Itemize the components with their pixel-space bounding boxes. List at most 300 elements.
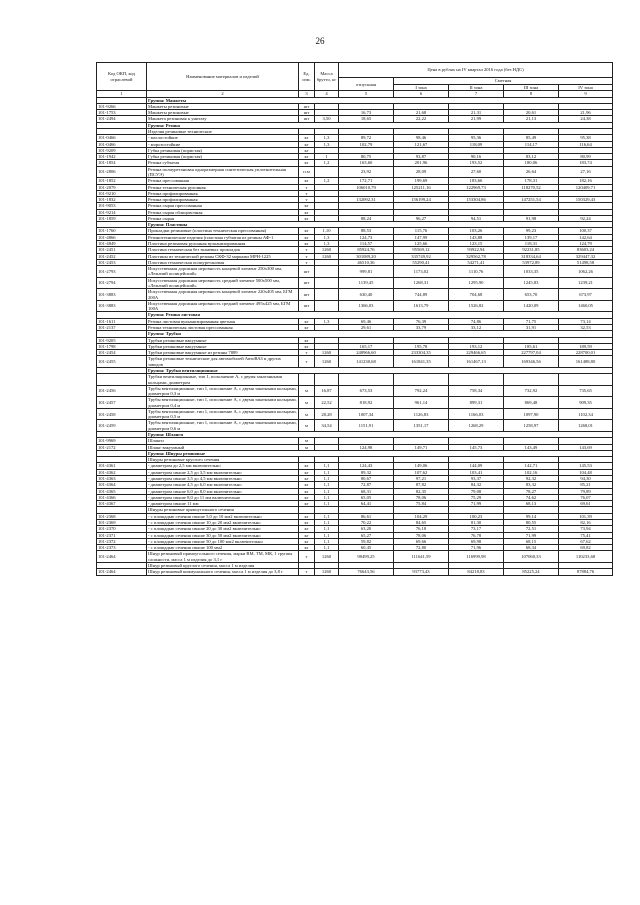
item-mass: 1260 — [315, 247, 339, 253]
item-code: 101-2464 — [97, 569, 147, 575]
item-name: Трубы вентиляционные, тип 1, исполнение А, с двумя закатными кольцами, диаметром 0,3 м — [148, 385, 297, 397]
zone-3-price: 68,13 — [504, 501, 559, 507]
item-unit: шт — [299, 116, 315, 122]
zone-3-price: 31,91 — [504, 324, 559, 330]
zone-2-price: 116999,98 — [449, 551, 504, 563]
zone-4-price: 182,16 — [559, 178, 613, 184]
item-unit: кг — [299, 538, 315, 544]
zone-4-price: 1102,34 — [559, 408, 613, 420]
zone-3-price: 1245,83 — [504, 277, 559, 289]
zone-3-price: 21,13 — [504, 116, 559, 122]
item-mass: 22,52 — [315, 397, 339, 409]
zone-4-price: 228700,01 — [559, 350, 613, 356]
subheading-title: Шнуры резиновые круглого сечения — [147, 457, 299, 463]
item-code: 101-2806 — [97, 166, 147, 178]
zone-4-price: 1239,21 — [559, 277, 613, 289]
zone-1-price: 792,24 — [394, 385, 449, 397]
wholesale-price: 85924,76 — [339, 247, 394, 253]
item-code: 101-2451 — [97, 247, 147, 253]
table-row — [97, 277, 613, 289]
item-unit: т — [299, 190, 315, 196]
item-code: 101-2137 — [97, 324, 147, 330]
item-code: 101-2172 — [97, 444, 147, 450]
item-unit: кг — [299, 532, 315, 538]
item-unit: т — [299, 356, 315, 368]
item-code: 101-1611 — [97, 318, 147, 324]
item-name: - маслостойкие — [147, 135, 299, 141]
item-mass: 1,1 — [315, 545, 339, 551]
table-row — [97, 569, 613, 575]
item-code: 101-4362 — [97, 469, 147, 475]
header-code: Код ОКП, код отраслевой — [97, 63, 147, 91]
item-unit: т — [299, 253, 315, 259]
zone-3-price: 114,17 — [504, 141, 559, 147]
item-name: Трубки резиновые вакуумные из резины 7889 — [147, 350, 299, 356]
item-name: - с площадью сечения свыше 10 до 20 мм2 включительно — [147, 519, 299, 525]
zone-3-price: 1420,09 — [504, 300, 559, 312]
item-code: 101-2453 — [97, 259, 147, 265]
item-name: - диаметром свыше 11 мм — [147, 501, 299, 507]
zone-1-price: 82,35 — [394, 488, 449, 494]
zone-4-price: 80,99 — [559, 154, 613, 160]
item-name: Пластины из технической резины СКФ-32 марками МРН-1225 — [147, 253, 299, 259]
zone-4-price: 83603,24 — [559, 247, 613, 253]
zone-3-price: 71,75 — [504, 318, 559, 324]
zone-4-price: 124,79 — [559, 241, 613, 247]
column-number: 6 — [394, 91, 449, 97]
zone-4-price: 143,69 — [559, 444, 613, 450]
table-header — [97, 63, 613, 98]
item-code: 101-2368 — [97, 513, 147, 519]
zone-1-price: 76,18 — [394, 526, 449, 532]
item-name: - с площадью сечения свыше 30 до 50 мм2 включительно — [147, 532, 299, 538]
zone-1-price: 104,29 — [394, 513, 449, 519]
zone-1-price: 233304,35 — [394, 350, 449, 356]
zone-3-price: 1033,35 — [504, 266, 559, 278]
subheading-title: Шнур резиновый круглого сечения, масса 1 м изделия — [147, 562, 299, 568]
zone-2-price: 79,08 — [449, 488, 504, 494]
item-unit: т — [299, 197, 315, 203]
zone-3-price: 20,61 — [504, 110, 559, 116]
item-mass: 1,3 — [315, 135, 339, 141]
item-name: Пластина техническая без тканевых прокладок — [147, 247, 299, 253]
zone-1-price: 97,21 — [394, 476, 449, 482]
zone-4-price: 73,14 — [559, 318, 613, 324]
item-name: Резина полиуретановая одноразмерная синтетическая уплотнительная (ПСУЭ) — [147, 166, 299, 178]
zone-3-price: 142,71 — [504, 463, 559, 469]
item-mass: 1,3 — [315, 234, 339, 240]
zone-2-price: 1110,76 — [449, 266, 504, 278]
item-unit: шт — [299, 277, 315, 289]
zone-1-price: 125,66 — [394, 241, 449, 247]
header-price-title: Цена в рублях на IV квартал 2016 года (без НДС) — [339, 63, 613, 78]
zone-1-price: 95569,12 — [394, 247, 449, 253]
zone-4-price: 161488,80 — [559, 356, 613, 368]
zone-1-price: 21,68 — [394, 110, 449, 116]
item-unit: кг — [299, 324, 315, 330]
item-unit: шт — [299, 103, 315, 109]
zone-1-price: 107,62 — [394, 469, 449, 475]
item-code: 101-9209 — [97, 147, 147, 153]
item-code: 101-2457 — [97, 397, 147, 409]
column-number: 7 — [449, 91, 504, 97]
item-code: 101-1942 — [97, 154, 147, 160]
zone-3-price: 180,06 — [504, 160, 559, 166]
zone-4-price: 32,53 — [559, 324, 613, 330]
item-mass: 1260 — [315, 569, 339, 575]
wholesale-price: 72,87 — [339, 482, 394, 488]
zone-1-price: 149,06 — [394, 463, 449, 469]
header-zone: III зона — [504, 85, 559, 91]
item-unit: шт — [299, 289, 315, 301]
zone-4-price: 24,38 — [559, 116, 613, 122]
zone-4-price: 21,96 — [559, 110, 613, 116]
zone-4-price: 85,21 — [559, 482, 613, 488]
wholesale-price: 106010,79 — [339, 184, 394, 190]
group-title: Группа: Пластины — [147, 222, 613, 228]
item-name: Резина профилированная — [147, 197, 299, 203]
item-unit: кг — [299, 545, 315, 551]
zone-3-price: 85225,24 — [504, 569, 559, 575]
zone-2-price: 161467,13 — [449, 356, 504, 368]
zone-3-price: 139,17 — [504, 234, 559, 240]
wholesale-price: 80,67 — [339, 476, 394, 482]
item-mass: 1,1 — [315, 488, 339, 494]
item-code: 101-4866 — [97, 234, 147, 240]
zone-3-price: 74,62 — [504, 494, 559, 500]
zone-3-price: 732,92 — [504, 385, 559, 397]
zone-4-price: 1268,01 — [559, 420, 613, 432]
item-unit: т — [299, 247, 315, 253]
item-mass: 1,1 — [315, 463, 339, 469]
zone-2-price: 193,52 — [449, 160, 504, 166]
zone-2-price: 84218,83 — [449, 569, 504, 575]
wholesale-price: 23,92 — [339, 166, 394, 178]
zone-1-price: 33,79 — [394, 324, 449, 330]
item-code: 101-9969 — [97, 438, 147, 444]
zone-3-price: 83,32 — [504, 482, 559, 488]
item-mass: 1,2 — [315, 160, 339, 166]
zone-2-price: 183,66 — [449, 178, 504, 184]
zone-2-price: 118,09 — [449, 141, 504, 147]
zone-2-price: 103,26 — [449, 228, 504, 234]
item-unit: м — [299, 397, 315, 409]
item-name: Резина губчатая — [147, 160, 299, 166]
zone-1-price: 93,87 — [394, 154, 449, 160]
zone-4-price: 69,82 — [559, 545, 613, 551]
column-number: 3 — [299, 91, 315, 97]
item-mass: 1,1 — [315, 538, 339, 544]
zone-3-price: 92231,85 — [504, 247, 559, 253]
item-mass: 28,28 — [315, 408, 339, 420]
wholesale-price: 132092,31 — [339, 197, 394, 203]
item-name: Резина техническая рулонная — [147, 184, 299, 190]
zone-2-price: 27,60 — [449, 166, 504, 178]
item-unit: кг — [299, 343, 315, 349]
item-mass: 1260 — [315, 356, 339, 368]
zone-2-price: 33,12 — [449, 324, 504, 330]
item-code: 101-4366 — [97, 494, 147, 500]
item-unit: кг — [299, 494, 315, 500]
wholesale-price: 68,31 — [339, 488, 394, 494]
item-unit: кг — [299, 337, 315, 343]
item-code: 101-4849 — [97, 241, 147, 247]
table-body — [97, 97, 613, 575]
wholesale-price: 1007,34 — [339, 408, 394, 420]
item-code: 101-1760 — [97, 228, 147, 234]
wholesale-price: 172,71 — [339, 178, 394, 184]
zone-2-price: 75,29 — [449, 494, 504, 500]
zone-1-price: 78,06 — [394, 532, 449, 538]
item-name: Шланг вакуумный — [147, 444, 299, 450]
item-code: 101-1832 — [97, 197, 147, 203]
item-code: 101-1798 — [97, 343, 147, 349]
zone-3-price: 143,49 — [504, 444, 559, 450]
header-zone: IV зона — [559, 85, 613, 91]
item-unit: т — [299, 184, 315, 190]
item-code: 101-0466 — [97, 141, 147, 147]
item-unit: кг — [299, 476, 315, 482]
zone-1-price: 111641,59 — [394, 551, 449, 563]
price-table — [96, 62, 613, 576]
zone-1-price: 149,71 — [394, 444, 449, 450]
item-code: 101-2452 — [97, 253, 147, 259]
item-code: 101-4364 — [97, 482, 147, 488]
item-name: Искусственная дорожная неровность средний элемент 495x425 мм, БГМ 100А — [147, 300, 299, 312]
wholesale-price: 630,40 — [339, 289, 394, 301]
item-unit: кг — [299, 488, 315, 494]
zone-2-price: 100,23 — [449, 513, 504, 519]
zone-1-price: 1173,02 — [394, 266, 449, 278]
item-unit: кг — [299, 178, 315, 184]
item-code: 101-4363 — [97, 476, 147, 482]
zone-1-price: 1351,17 — [394, 420, 449, 432]
item-unit: кг — [299, 469, 315, 475]
item-mass: 1,3 — [315, 318, 339, 324]
item-code: 101-2454 — [97, 350, 147, 356]
item-unit: т — [299, 551, 315, 563]
wholesale-price: 102,79 — [339, 141, 394, 147]
item-unit: кг — [299, 160, 315, 166]
zone-2-price: 84,32 — [449, 482, 504, 488]
zone-1-price: 744,89 — [394, 289, 449, 301]
table-row — [97, 408, 613, 420]
item-name: Шнур резиновый прямоугольного сечения, марки ВМ, ТМ, МК, 1 группы сложности, масса 1 м изделия до 3,1 г — [147, 551, 299, 563]
wholesale-price: 80,75 — [339, 154, 394, 160]
item-unit: кг — [299, 215, 315, 221]
zone-1-price: 1268,31 — [394, 277, 449, 289]
zone-4-price: 94,30 — [559, 476, 613, 482]
item-unit: шт — [299, 266, 315, 278]
header-zone: I зона — [394, 85, 449, 91]
item-code: 101-1852 — [97, 178, 147, 184]
zone-1-price: 69,66 — [394, 538, 449, 544]
header-unit: Ед. изм. — [299, 63, 315, 91]
item-name: Пластина резиновая рулонная вулканизированная — [147, 241, 299, 247]
zone-1-price: 335749,92 — [394, 253, 449, 259]
group-title: Группа: Шланги — [147, 432, 613, 438]
zone-3-price: 92,32 — [504, 476, 559, 482]
zone-3-price: 869,48 — [504, 397, 559, 409]
item-code: 101-2373 — [97, 545, 147, 551]
group-title: Группа: Манжеты — [147, 97, 613, 103]
group-title: Группа: Трубки — [147, 331, 613, 337]
item-code: 101-1753 — [97, 110, 147, 116]
zone-4-price: 95,38 — [559, 135, 613, 141]
header-mass: Масса брутто, кг — [315, 63, 339, 91]
zone-3-price: 318334,64 — [504, 253, 559, 259]
header-zone: II зона — [449, 85, 504, 91]
zone-1-price: 96,27 — [394, 215, 449, 221]
zone-2-price: 95,36 — [449, 135, 504, 141]
item-name: Искусственная дорожная неровность концевой элемент 250x300 мм, «Лежачий полицейский» — [147, 266, 299, 278]
wholesale-price: 1139,45 — [339, 277, 394, 289]
wholesale-price: 141230,68 — [339, 356, 394, 368]
wholesale-price: 86,61 — [339, 513, 394, 519]
table-row — [97, 551, 613, 563]
item-unit: м — [299, 408, 315, 420]
item-name: - диаметром свыше 2,5 до 3,5 мм включительно — [147, 469, 299, 475]
zone-4-price: 909,35 — [559, 397, 613, 409]
zone-3-price: 99,14 — [504, 513, 559, 519]
zone-4-price: 735,65 — [559, 385, 613, 397]
zone-2-price: 81,30 — [449, 519, 504, 525]
wholesale-price: 88,24 — [339, 215, 394, 221]
item-code: 101-2372 — [97, 538, 147, 544]
item-name: Трубки резиновые вакуумные — [147, 343, 299, 349]
item-name: - диаметром свыше 8,0 до 11 мм включительно — [147, 494, 299, 500]
zone-4-price: 27,16 — [559, 166, 613, 178]
table-row — [97, 300, 613, 312]
item-name: - с площадью сечения свыше 50 до 100 мм2 включительно — [147, 538, 299, 544]
wholesale-price: 65,27 — [339, 532, 394, 538]
zone-1-price: 156199,24 — [394, 197, 449, 203]
page-number: 26 — [315, 36, 325, 46]
zone-4-price: 92,24 — [559, 215, 613, 221]
item-name: Шнур резиновый коммунального сечения, масса 1 м изделия до 3,8 г — [147, 569, 299, 575]
header-wholesale: отпускная — [339, 78, 394, 91]
table-row — [97, 166, 613, 178]
item-unit: кг — [299, 135, 315, 141]
item-code: 101-9214 — [97, 209, 147, 215]
subheading-row — [97, 374, 613, 386]
zone-1-price: 161841,35 — [394, 356, 449, 368]
zone-1-price: 93773,43 — [394, 569, 449, 575]
item-unit: кг — [299, 501, 315, 507]
item-code: 101-2369 — [97, 519, 147, 525]
zone-2-price: 74,86 — [449, 318, 504, 324]
column-number: 1 — [97, 91, 147, 97]
item-unit: кг — [299, 234, 315, 240]
item-unit: кг — [299, 147, 315, 153]
zone-4-price: 116,64 — [559, 141, 613, 147]
zone-3-price: 118,31 — [504, 241, 559, 247]
wholesale-price: 88,53 — [339, 228, 394, 234]
zone-3-price: 147251,54 — [504, 197, 559, 203]
zone-3-price: 53972,89 — [504, 259, 559, 265]
wholesale-price: 64,41 — [339, 501, 394, 507]
item-name: Манжета резиновая к унитазу — [147, 116, 299, 122]
zone-4-price: 189,59 — [559, 343, 613, 349]
zone-1-price: 22,22 — [394, 116, 449, 122]
zone-2-price: 21,31 — [449, 110, 504, 116]
wholesale-price: 98499,25 — [339, 551, 394, 563]
item-code: 101-2371 — [97, 532, 147, 538]
zone-3-price: 169346,56 — [504, 356, 559, 368]
item-code: 101-3883 — [97, 300, 147, 312]
zone-3-price: 185,61 — [504, 343, 559, 349]
item-code: 101-2079 — [97, 184, 147, 190]
item-name: Губка резиновая (пористая) — [147, 147, 299, 153]
zone-1-price: 55290,41 — [394, 259, 449, 265]
zone-3-price: 72,51 — [504, 526, 559, 532]
wholesale-price: 124,73 — [339, 234, 394, 240]
item-code: 101-2793 — [97, 266, 147, 278]
zone-1-price: 87,82 — [394, 482, 449, 488]
item-unit: кг — [299, 241, 315, 247]
item-unit: шт — [299, 300, 315, 312]
item-code: 101-2458 — [97, 408, 147, 420]
zone-2-price: 758,34 — [449, 385, 504, 397]
item-unit: т — [299, 259, 315, 265]
item-code: 101-2455 — [97, 356, 147, 368]
zone-4-price: 73,94 — [559, 526, 613, 532]
zone-3-price: 118270,52 — [504, 184, 559, 190]
wholesale-price: 248966,60 — [339, 350, 394, 356]
table-row — [97, 385, 613, 397]
item-name: Резинотехнические изделия (пластина губчатая из резины АФ-1 — [147, 234, 299, 240]
item-name: - диаметром свыше 4,5 до 6,0 мм включительно — [147, 482, 299, 488]
item-code: 101-9053 — [97, 203, 147, 209]
item-mass — [315, 300, 339, 312]
wholesale-price: 124,43 — [339, 463, 394, 469]
table-row — [97, 289, 613, 301]
zone-1-price: 1126,83 — [394, 408, 449, 420]
item-unit: кг — [299, 228, 315, 234]
zone-1-price: 201,96 — [394, 160, 449, 166]
zone-1-price: 115,76 — [394, 228, 449, 234]
zone-2-price: 153304,86 — [449, 197, 504, 203]
item-name: Трубы вентиляционные, тип 1, исполнение А, с двумя закатными кольцами, диаметром 0,4 м — [148, 397, 297, 408]
item-code: 101-4367 — [97, 501, 147, 507]
item-mass: 1,2 — [315, 178, 339, 184]
item-mass: 3,50 — [315, 116, 339, 122]
item-name: - диаметром свыше 6,0 до 8,0 мм включительно — [147, 488, 299, 494]
zone-2-price: 1166,03 — [449, 408, 504, 420]
zone-4-price: 75,41 — [559, 532, 613, 538]
item-mass: 1260 — [315, 350, 339, 356]
item-unit: кг — [299, 209, 315, 215]
zone-3-price: 68,15 — [504, 538, 559, 544]
item-unit: м — [299, 438, 315, 444]
zone-4-price: 67,62 — [559, 538, 613, 544]
item-code: 101-2459 — [97, 420, 147, 432]
item-name: Трубы вентиляционные, тип 1, исполнение А, с двумя закатными кольцами, диаметром 0,5 м — [148, 408, 297, 420]
table-row — [97, 397, 613, 409]
zone-2-price: 144,09 — [449, 463, 504, 469]
zone-2-price: 93,37 — [449, 476, 504, 482]
zone-4-price: 1062,26 — [559, 266, 613, 278]
wholesale-price: 124,98 — [339, 444, 394, 450]
column-number: 5 — [339, 91, 394, 97]
item-name: - диаметром до 2,5 мм включительно — [147, 463, 299, 469]
wholesale-price: 60,45 — [339, 545, 394, 551]
item-name: - диаметром свыше 3,5 до 4,5 мм включительно — [147, 476, 299, 482]
zone-4-price: 150329,43 — [559, 197, 613, 203]
zone-4-price: 104,48 — [559, 469, 613, 475]
zone-1-price: 147,99 — [394, 234, 449, 240]
subheading-title: Шнуры резиновые прямоугольного сечения — [147, 507, 299, 513]
